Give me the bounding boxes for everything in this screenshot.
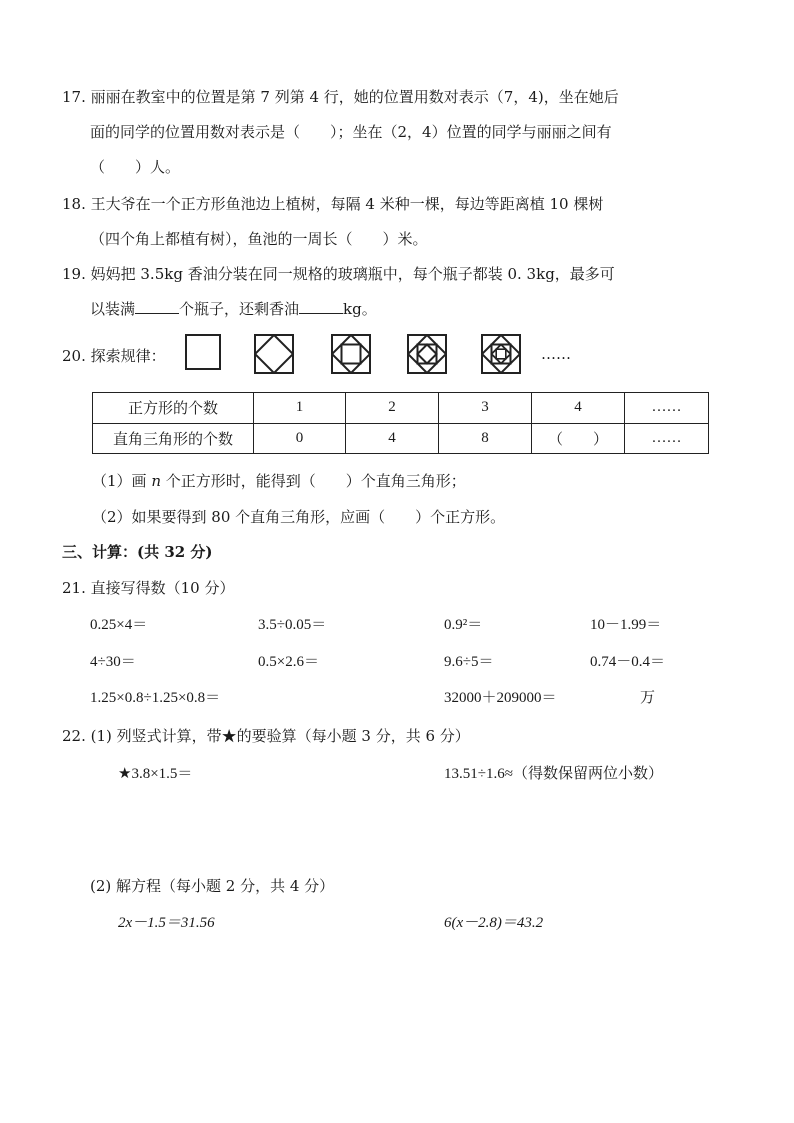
q21-r3c1: 1.25×0.8÷1.25×0.8＝ [90,690,221,706]
q17-line1: 17. 丽丽在教室中的位置是第 7 列第 4 行，她的位置用数对表示（7，4)，坐在她后 [62,88,619,106]
q17-line3: （ ）人。 [90,158,181,176]
table-cell: 4 [532,393,625,424]
q18-line1: 18. 王大爷在一个正方形鱼池边上植树，每隔 4 米种一棵，每边等距离植 10 棵树 [62,195,604,213]
table-cell: …… [625,423,709,454]
q21-r3-unit: 万 [640,688,656,706]
q22-eq2: 6(x－2.8)＝43.2 [444,915,544,931]
row-header-squares: 正方形的个数 [93,393,254,424]
q19-blank-oil[interactable] [299,313,343,314]
q21-r1c2: 3.5÷0.05＝ [258,617,327,633]
q21-r1c3: 0.9²＝ [444,617,483,633]
square-figure-2 [254,334,294,374]
table-cell: 0 [254,423,346,454]
table-cell: 3 [439,393,532,424]
square-figure-1 [185,334,221,370]
q21-r1c4: 10－1.99＝ [590,617,662,633]
q21-r2c1: 4÷30＝ [90,654,136,670]
q18-line2: （四个角上都植有树），鱼池的一周长（ ）米。 [90,230,428,248]
table-cell: …… [625,393,709,424]
pattern-table [92,392,709,454]
section-title-calculation: 三、计算：(共 32 分) [62,543,213,561]
q19-blank-bottles[interactable] [135,313,179,314]
q19-text-c: kg。 [343,300,377,318]
table-cell: 4 [346,423,439,454]
q20-sub2: （2）如果要得到 80 个直角三角形，应画（ ）个正方形。 [92,508,506,526]
q21-r1c1: 0.25×4＝ [90,617,148,633]
square-figure-4 [407,334,447,374]
q22-calc2: 13.51÷1.6≈（得数保留两位小数） [444,766,663,782]
q22-title: 22. (1) 列竖式计算，带★的要验算（每小题 3 分，共 6 分） [62,727,470,745]
q19-text-b: 个瓶子，还剩香油 [179,300,300,318]
table-cell: 1 [254,393,346,424]
square-figure-3 [331,334,371,374]
q21-r3c2: 32000＋209000＝ [444,690,557,706]
q20-sub1-var: n [151,472,161,490]
table-row [93,423,709,454]
table-cell: 2 [346,393,439,424]
q21-r2c3: 9.6÷5＝ [444,654,494,670]
q21-title: 21. 直接写得数（10 分） [62,579,235,597]
table-cell: 8 [439,423,532,454]
sequence-ellipsis: …… [541,345,571,363]
row-header-triangles: 直角三角形的个数 [93,423,254,454]
answer-blank-cell[interactable]: （ ） [532,423,625,454]
q19-line1: 19. 妈妈把 3.5kg 香油分装在同一规格的玻璃瓶中，每个瓶子都装 0. 3kg，最多可 [62,265,615,283]
q22-eq1: 2x－1.5＝31.56 [118,915,215,931]
q22-sub2-title: (2) 解方程（每小题 2 分，共 4 分） [90,877,335,895]
q21-r2c2: 0.5×2.6＝ [258,654,319,670]
q17-line2: 面的同学的位置用数对表示是（ ）；坐在（2，4）位置的同学与丽丽之间有 [90,123,612,141]
q21-r2c4: 0.74－0.4＝ [590,654,666,670]
square-figure-5 [481,334,521,374]
q19-text-a: 以装满 [90,300,136,318]
q20-sub1-post: 个正方形时，能得到（ ）个直角三角形； [165,472,466,490]
q19-line2 [90,298,377,319]
q20-sub1-pre: （1）画 [92,472,147,490]
q20-label: 20. 探索规律： [62,347,166,365]
q20-sub1 [92,470,466,491]
table-row [93,393,709,424]
q22-calc1: ★3.8×1.5＝ [118,766,193,782]
